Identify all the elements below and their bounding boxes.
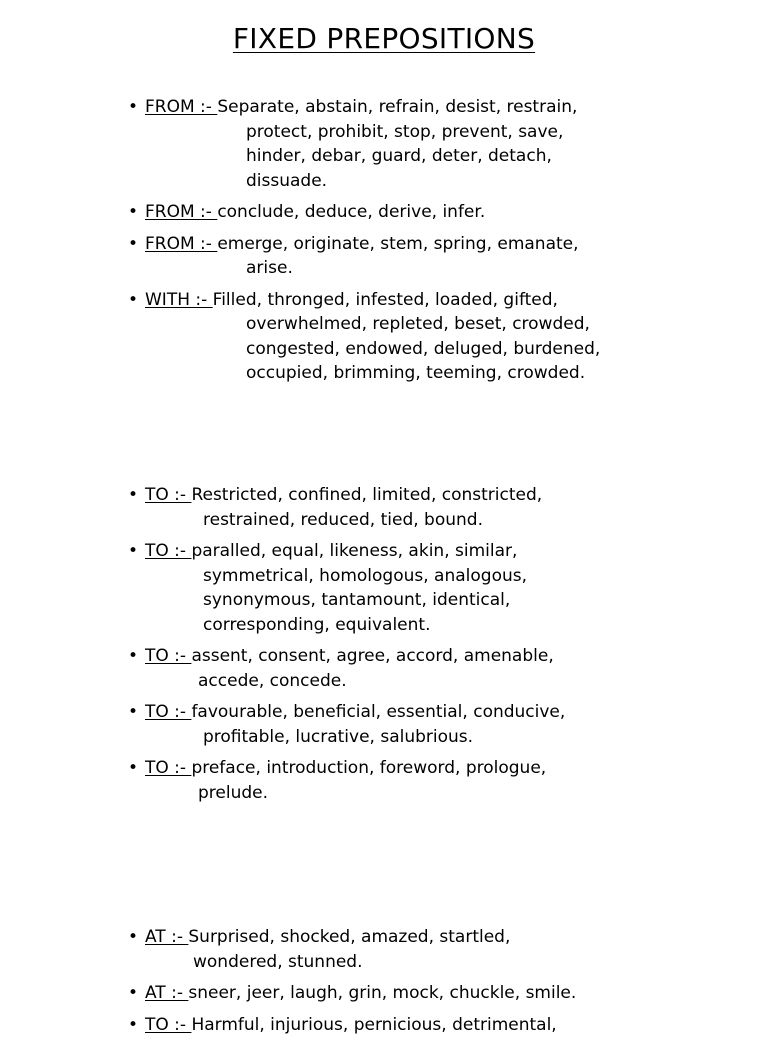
word-list-text: wondered, stunned. [193, 951, 363, 972]
list-item [128, 232, 748, 281]
preposition-label: FROM :- [145, 202, 218, 222]
word-list-text: symmetrical, homologous, analogous, [203, 565, 528, 586]
bullet-icon: • [128, 1014, 139, 1035]
list-item [128, 95, 748, 193]
word-list-text: sneer, jeer, laugh, grin, mock, chuckle, smile. [188, 983, 577, 1003]
preposition-label: FROM :- [145, 97, 218, 117]
word-list-text: dissuade. [246, 170, 328, 191]
preposition-group-from-with [128, 95, 748, 393]
page-title [0, 22, 768, 55]
word-list-text: Restricted, confined, limited, constricted, [191, 485, 543, 505]
list-item [128, 925, 748, 974]
preposition-label: TO :- [145, 702, 192, 722]
list-item [128, 981, 748, 1006]
list-item [128, 700, 748, 749]
word-list-text: congested, endowed, deluged, burdened, [246, 338, 601, 359]
list-item [128, 756, 748, 805]
preposition-label: WITH :- [145, 289, 213, 310]
list-item [128, 200, 748, 225]
bullet-icon: • [128, 289, 139, 310]
bullet-icon: • [128, 927, 139, 947]
preposition-label: TO :- [145, 646, 192, 666]
page-title-text: FIXED PREPOSITIONS [232, 22, 536, 55]
word-list-text: Surprised, shocked, amazed, startled, [188, 927, 511, 947]
bullet-icon: • [128, 758, 139, 778]
bullet-icon: • [128, 202, 139, 222]
preposition-label: FROM :- [145, 233, 218, 254]
bullet-icon: • [128, 646, 139, 666]
word-list-text: emerge, originate, stem, spring, emanate, [217, 233, 579, 254]
word-list-text: paralled, equal, likeness, akin, similar, [191, 541, 518, 561]
preposition-group-at [128, 925, 748, 1044]
word-list-text: profitable, lucrative, salubrious. [203, 726, 474, 747]
word-list-text: protect, prohibit, stop, prevent, save, [246, 121, 564, 142]
word-list-text: assent, consent, agree, accord, amenable, [191, 646, 554, 666]
preposition-label: TO :- [145, 485, 192, 505]
bullet-icon: • [128, 485, 139, 505]
list-item [128, 539, 748, 637]
word-list-text: prelude. [198, 782, 269, 803]
preposition-group-to [128, 483, 748, 812]
preposition-label: TO :- [145, 1014, 192, 1035]
word-list-text: Filled, thronged, infested, loaded, gifted, [212, 289, 558, 310]
bullet-icon: • [128, 541, 139, 561]
word-list-text: corresponding, equivalent. [203, 614, 431, 635]
word-list-text: accede, concede. [198, 670, 347, 691]
preposition-label: AT :- [145, 927, 189, 947]
word-list-text: favourable, beneficial, essential, conducive, [191, 702, 566, 722]
preposition-label: AT :- [145, 983, 189, 1003]
list-item [128, 483, 748, 532]
word-list-text: overwhelmed, repleted, beset, crowded, [246, 314, 590, 334]
word-list-text: Harmful, injurious, pernicious, detrimental, [191, 1014, 557, 1035]
list-item [128, 288, 748, 386]
word-list-text: synonymous, tantamount, identical, [203, 590, 511, 610]
list-item [128, 1013, 748, 1038]
list-item [128, 644, 748, 693]
word-list-text: restrained, reduced, tied, bound. [203, 509, 483, 530]
preposition-label: TO :- [145, 541, 192, 561]
word-list-text: hinder, debar, guard, deter, detach, [246, 146, 552, 166]
bullet-icon: • [128, 983, 139, 1003]
word-list-text: arise. [246, 258, 293, 278]
preposition-label: TO :- [145, 758, 192, 778]
bullet-icon: • [128, 233, 139, 254]
word-list-text: preface, introduction, foreword, prologue, [191, 758, 547, 778]
bullet-icon: • [128, 702, 139, 722]
word-list-text: occupied, brimming, teeming, crowded. [246, 363, 586, 383]
word-list-text: Separate, abstain, refrain, desist, restrain, [217, 97, 578, 117]
bullet-icon: • [128, 97, 139, 117]
word-list-text: conclude, deduce, derive, infer. [217, 202, 486, 222]
